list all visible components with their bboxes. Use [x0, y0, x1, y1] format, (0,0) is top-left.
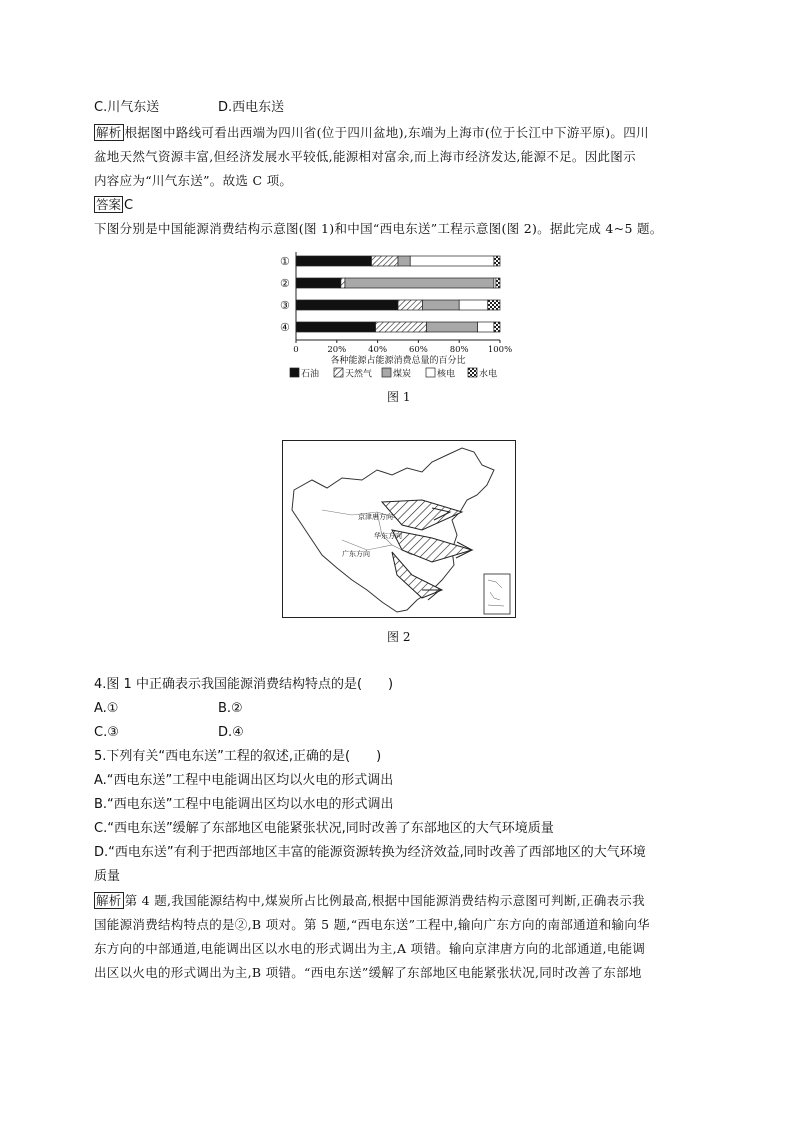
q5-option-a: A.“西电东送”工程中电能调出区均以火电的形式调出	[94, 773, 394, 788]
legend-label: 石油	[301, 369, 320, 378]
bar-segment-核电	[410, 256, 494, 266]
q5-option-d-line-1: D.“西电东送”有利于把西部地区丰富的能源资源转换为经济效益,同时改善了西部地区的大气环境	[94, 845, 646, 860]
x-tick-label: 60%	[408, 345, 428, 355]
bar-segment-水电	[496, 278, 500, 288]
answer-value: C	[124, 198, 134, 213]
x-tick-label: 100%	[487, 345, 513, 355]
bar-segment-核电	[478, 322, 494, 332]
energy-structure-chart	[276, 248, 516, 378]
explain-2-label: 解析	[96, 893, 122, 908]
q5-option-c: C.“西电东送”缓解了东部地区电能紧张状况,同时改善了东部地区的大气环境质量	[94, 821, 554, 836]
bar-segment-煤炭	[345, 278, 494, 288]
category-label: ③	[280, 299, 290, 312]
label-north: 京津唐方向	[358, 513, 393, 521]
explain-1-line-3: 内容应为“川气东送”。故选 C 项。	[94, 173, 293, 188]
q4-stem: 4.图 1 中正确表示我国能源消费结构特点的是( )	[94, 677, 394, 692]
bar-segment-石油	[296, 278, 341, 288]
q4-option-d: D.④	[218, 725, 244, 740]
legend-swatch-核电	[426, 368, 435, 377]
x-tick-label: 40%	[368, 345, 388, 355]
bar-segment-水电	[488, 300, 500, 310]
bar-segment-核电	[459, 300, 488, 310]
explain-1-line-1: 解析 根据图中路线可看出西端为四川省(位于四川盆地),东端为上海市(位于长江中下游平原)。四川	[96, 125, 649, 140]
south-sea-inset	[484, 574, 510, 614]
bar-segment-石油	[296, 300, 398, 310]
q5-option-b: B.“西电东送”工程中电能调出区均以水电的形式调出	[94, 797, 394, 812]
q5-option-d-line-2: 质量	[94, 869, 121, 884]
bar-segment-水电	[494, 256, 500, 266]
category-label: ②	[280, 277, 290, 290]
answer-label: 答案	[96, 197, 122, 212]
explain-2-line-2: 国能源消费结构特点的是②,B 项对。第 5 题,“西电东送”工程中,输向广东方向的南部通道和输向华	[94, 917, 650, 932]
q4-option-a: A.①	[94, 701, 119, 716]
q4-options-row-1	[94, 700, 243, 718]
intro-text: 下图分别是中国能源消费结构示意图(图 1)和中国“西电东送”工程示意图(图 2)。据此完成 4~5 题。	[94, 221, 663, 236]
bar-segment-天然气	[371, 256, 398, 266]
label-south: 广东方向	[342, 550, 370, 558]
legend-label: 水电	[479, 369, 498, 378]
option-row-top	[94, 99, 285, 117]
option-d: D.西电东送	[218, 100, 285, 115]
q5-stem: 5.下列有关“西电东送”工程的叙述,正确的是( )	[94, 749, 382, 764]
west-east-power-map	[282, 440, 516, 618]
label-central: 华东方向	[374, 532, 402, 540]
legend-swatch-石油	[290, 368, 299, 377]
figure-2-caption: 图 2	[387, 630, 411, 644]
x-tick-label: 80%	[449, 345, 469, 355]
bar-segment-煤炭	[398, 256, 410, 266]
explain-2-line-3: 东方向的中部通道,电能调出区以水电的形式调出为主,A 项错。输向京津唐方向的北部通道,电能调	[94, 941, 646, 956]
legend-label: 煤炭	[393, 369, 412, 378]
answer-row	[94, 196, 133, 215]
x-tick-label: 20%	[327, 345, 347, 355]
bar-segment-石油	[296, 256, 371, 266]
explain-2-line-4: 出区以火电的形式调出为主,B 项错。“西电东送”缓解了东部地区电能紧张状况,同时改善了东部地	[94, 965, 642, 980]
q4-options-row-2	[94, 724, 244, 742]
legend-swatch-煤炭	[382, 368, 391, 377]
option-c: C.川气东送	[94, 100, 160, 115]
x-tick-label: 0	[293, 345, 299, 355]
legend-label: 天然气	[345, 369, 373, 378]
legend-label: 核电	[437, 369, 456, 378]
explain-1-line-2: 盆地天然气资源丰富,但经济发展水平较低,能源相对富余,而上海市经济发达,能源不足。因此图示	[94, 149, 636, 164]
legend-swatch-天然气	[334, 368, 343, 377]
bar-segment-天然气	[398, 300, 422, 310]
bar-segment-天然气	[341, 278, 345, 288]
x-axis-label: 各种能源占能源消费总量的百分比	[330, 356, 466, 366]
explain-label: 解析	[96, 125, 122, 140]
bar-segment-天然气	[376, 322, 427, 332]
legend-swatch-水电	[468, 368, 477, 377]
category-label: ④	[280, 321, 290, 334]
bar-segment-煤炭	[422, 300, 459, 310]
bar-segment-石油	[296, 322, 376, 332]
q4-option-b: B.②	[218, 701, 243, 716]
category-label: ①	[280, 255, 290, 268]
bar-segment-煤炭	[427, 322, 478, 332]
q4-option-c: C.③	[94, 725, 119, 740]
explain-2-line-1: 解析 第 4 题,我国能源结构中,煤炭所占比例最高,根据中国能源消费结构示意图可判断,正确表示我	[96, 893, 645, 908]
figure-1-caption: 图 1	[387, 390, 411, 404]
bar-segment-水电	[494, 322, 500, 332]
